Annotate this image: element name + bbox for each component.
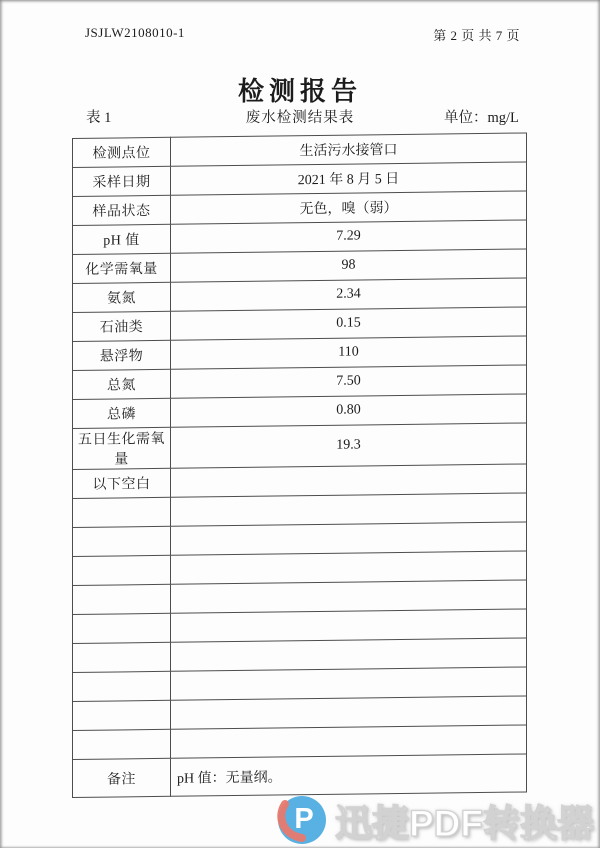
parameter-label-cell — [73, 526, 171, 556]
watermark-text: 迅捷PDF转换器 — [335, 803, 594, 844]
parameter-value-cell: 生活污水接管口 — [171, 133, 527, 166]
parameter-label-cell: pH 值 — [73, 224, 171, 254]
logo-letter: P — [294, 803, 314, 835]
parameter-label-cell — [73, 555, 171, 585]
data-row — [73, 423, 527, 470]
results-table — [72, 132, 527, 798]
parameter-value-cell: 19.3 — [171, 423, 527, 468]
parameter-value-cell — [171, 725, 527, 758]
parameter-value-cell — [171, 580, 527, 613]
results-table-body — [73, 133, 527, 798]
remark-row — [73, 754, 527, 798]
parameter-value-cell — [171, 551, 527, 584]
parameter-value-cell — [171, 667, 527, 700]
parameter-value-cell: 110 — [171, 336, 527, 369]
parameter-label-cell: 备注 — [73, 758, 171, 797]
parameter-value-cell — [171, 522, 527, 555]
parameter-label-cell: 以下空白 — [73, 468, 171, 498]
watermark — [277, 793, 594, 847]
table-title: 废水检测结果表 — [245, 110, 355, 126]
pdf-converter-logo-icon — [277, 795, 327, 845]
parameter-label-cell — [73, 642, 171, 672]
page-indicator: 第 2 页 共 7 页 — [433, 28, 520, 43]
table-caption — [0, 106, 600, 128]
parameter-label-cell — [73, 671, 171, 701]
parameter-label-cell: 采样日期 — [73, 166, 171, 196]
parameter-value-cell: 98 — [171, 249, 527, 282]
parameter-value-cell — [171, 493, 527, 526]
parameter-value-cell — [171, 464, 527, 497]
parameter-value-cell: 无色，嗅（弱） — [171, 191, 527, 224]
parameter-label-cell: 总氮 — [73, 369, 171, 399]
parameter-label-cell: 悬浮物 — [73, 340, 171, 370]
parameter-label-cell — [73, 729, 171, 759]
parameter-label-cell: 五日生化需氧量 — [73, 427, 171, 469]
parameter-label-cell: 化学需氧量 — [73, 253, 171, 283]
parameter-label-cell: 总磷 — [73, 398, 171, 428]
parameter-value-cell — [171, 696, 527, 729]
parameter-value-cell: 0.15 — [171, 307, 527, 340]
parameter-value-cell: 2.34 — [171, 278, 527, 311]
parameter-value-cell — [171, 638, 527, 671]
parameter-label-cell — [73, 497, 171, 527]
parameter-value-cell: 7.29 — [171, 220, 527, 253]
parameter-label-cell: 检测点位 — [73, 137, 171, 167]
report-number: JSJLW2108010-1 — [85, 25, 185, 40]
parameter-value-cell: 2021 年 8 月 5 日 — [171, 162, 527, 195]
parameter-label-cell — [73, 584, 171, 614]
parameter-label-cell — [73, 613, 171, 643]
parameter-value-cell — [171, 609, 527, 642]
table-number: 表 1 — [86, 110, 112, 126]
parameter-label-cell: 石油类 — [73, 311, 171, 341]
unit-label: 单位：mg/L — [444, 110, 519, 126]
parameter-label-cell: 样品状态 — [73, 195, 171, 225]
page-title: 检测报告 — [237, 77, 362, 106]
page-header — [85, 25, 520, 44]
parameter-value-cell: pH 值：无量纲。 — [171, 754, 527, 796]
parameter-label-cell: 氨氮 — [73, 282, 171, 312]
parameter-label-cell — [73, 700, 171, 730]
parameter-value-cell: 0.80 — [171, 394, 527, 427]
parameter-value-cell: 7.50 — [171, 365, 527, 398]
